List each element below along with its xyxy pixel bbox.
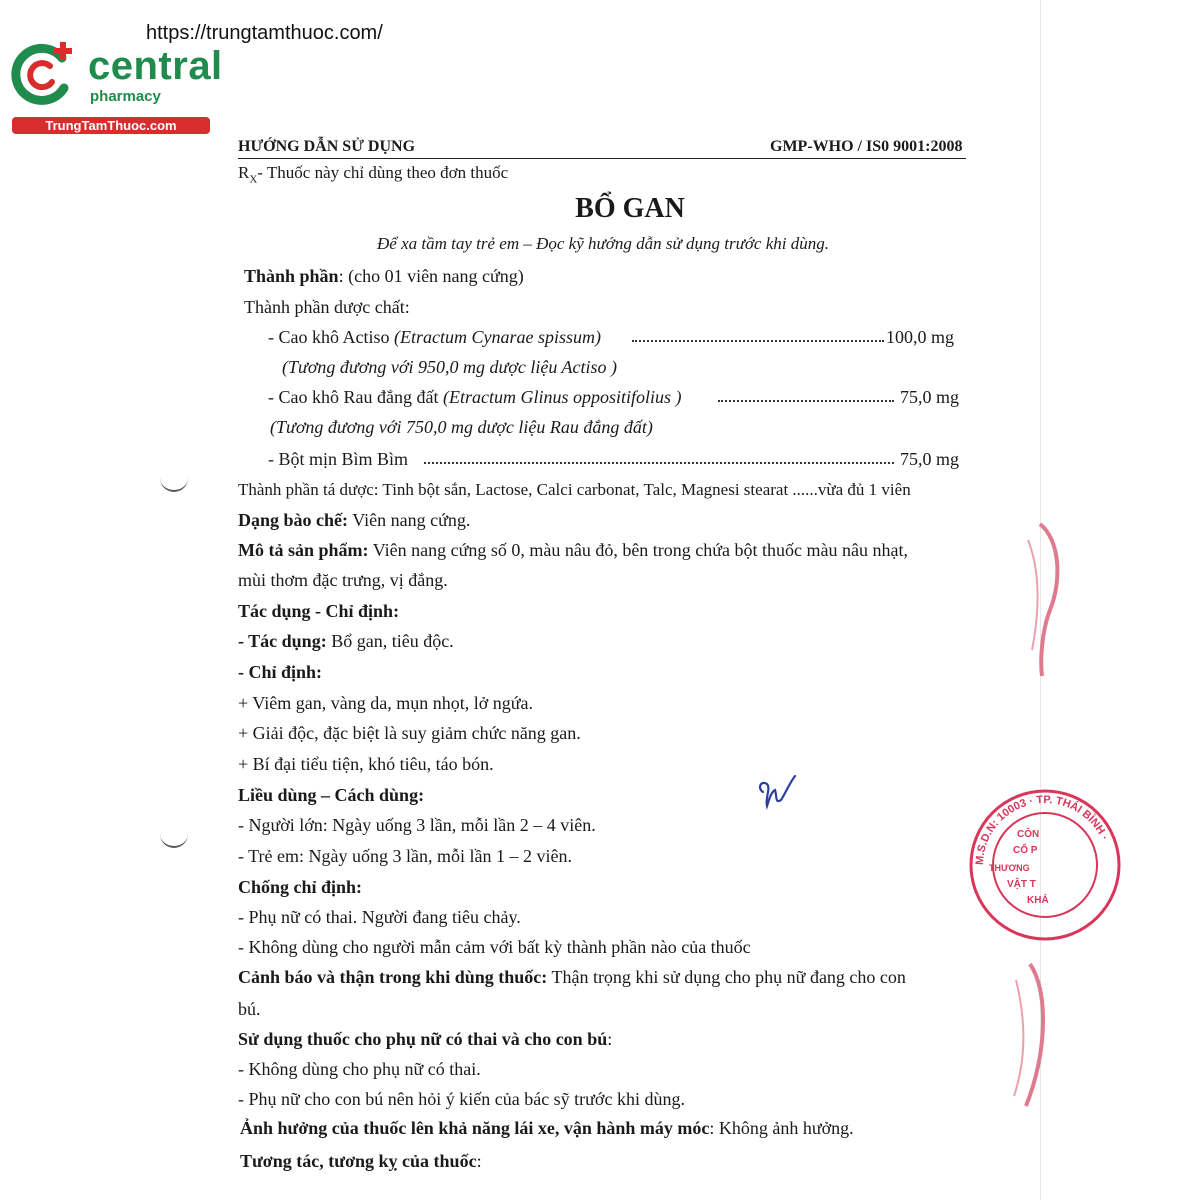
binder-hole-mark [160,832,188,848]
rx-symbol: R [238,163,250,182]
indication-item: + Viêm gan, vàng da, mụn nhọt, lở ngứa. [238,693,533,713]
warnings-line [238,966,906,988]
ingredient-name: - Bột mịn Bìm Bìm [268,449,409,469]
ingredient-amount: 100,0 mg [886,327,955,347]
ingredient-amount: 75,0 mg [900,449,960,469]
rx-subscript: X [249,173,258,186]
stamp-fragment-icon [1010,520,1070,680]
stamp-text: CỔ P [1013,845,1038,856]
driving-value: : Không ảnh hưởng. [709,1118,854,1138]
ingredient-equivalent: (Tương đương với 750,0 mg dược liệu Rau đắng đất) [270,417,653,437]
dosage-heading: Liều dùng – Cách dùng: [238,785,425,805]
company-stamp-icon [965,785,1125,945]
description-line-2: mùi thơm đặc trưng, vị đắng. [238,570,448,590]
handwritten-initials-icon [755,770,799,816]
pregnancy-line: - Phụ nữ cho con bú nên hỏi ý kiến của bác sỹ trước khi dùng. [238,1089,685,1109]
stamp-text: CÔN [1017,829,1040,840]
dosage-form-line [238,509,470,531]
pregnancy-line: - Không dùng cho phụ nữ có thai. [238,1059,481,1079]
dosage-form-label: Dạng bào chế: [238,510,349,530]
composition-label-rest: : (cho 01 viên nang cứng) [338,266,524,286]
driving-line [240,1117,854,1139]
active-ingredients-label: Thành phần dược chất: [244,297,410,317]
doc-header-right: GMP-WHO / IS0 9001:2008 [770,138,963,155]
dosage-line: - Trẻ em: Ngày uống 3 lần, mỗi lần 1 – 2 viên. [238,846,572,866]
description-line [238,539,908,561]
ingredient-line [268,386,681,408]
dot-leader [632,340,884,342]
interactions-label: Tương tác, tương kỵ của thuốc [240,1151,477,1171]
stamp-text: THƯƠNG [989,863,1030,873]
watermark-url: https://trungtamthuoc.com/ [146,22,383,44]
header-rule [238,158,966,159]
page-subtitle: Để xa tầm tay trẻ em – Đọc kỹ hướng dẫn sử dụng trước khi dùng. [377,234,829,253]
stamp-ring-text: M.S.D.N: 10003 · TP. THÁI BÌNH · [973,793,1111,866]
actions-heading: Tác dụng - Chỉ định: [238,601,400,621]
indication-item: + Bí đại tiểu tiện, khó tiêu, táo bón. [238,754,494,774]
contraindications-heading: Chống chỉ định: [238,877,363,897]
ingredient-line [268,448,408,470]
logo-brand-sub: pharmacy [90,88,161,105]
ingredient-equivalent: (Tương đương với 950,0 mg dược liệu Actiso ) [282,357,618,377]
driving-label: Ảnh hưởng của thuốc lên khả năng lái xe, vận hành máy móc [240,1118,710,1138]
stamp-text: KHẢ [1027,895,1049,906]
contraindication-line: - Không dùng cho người mẫn cảm với bất kỳ thành phần nào của thuốc [238,937,751,957]
warnings-line-2: bú. [238,999,261,1019]
description-label: Mô tả sản phẩm: [238,540,369,560]
effect-value: Bổ gan, tiêu độc. [326,631,454,651]
effect-line [238,630,454,652]
interactions-line [240,1150,482,1172]
warnings-value: Thận trọng khi sử dụng cho phụ nữ đang cho con [547,967,906,987]
dosage-form-value: Viên nang cứng. [348,510,471,530]
indication-label: - Chỉ định: [238,662,323,682]
logo-brand-word: central [88,44,223,88]
excipients-line: Thành phần tá dược: Tinh bột sắn, Lactose, Calci carbonat, Talc, Magnesi stearat ......vừa đủ 1 viên [238,480,911,499]
stamp-fragment-icon [996,960,1056,1110]
binder-hole-mark [160,476,188,492]
dot-leader [718,400,894,402]
rx-text: - Thuốc này chỉ dùng theo đơn thuốc [257,163,509,182]
logo-brand-bar: TrungTamThuoc.com [12,117,210,134]
ingredient-line [268,326,601,348]
ingredient-name: - Cao khô Actiso [268,327,394,347]
effect-label: - Tác dụng: [238,631,327,651]
ingredient-latin: (Etractum Cynarae spissum) [394,327,601,347]
page-title: BỔ GAN [575,193,685,224]
interactions-colon: : [476,1151,482,1171]
dosage-line: - Người lớn: Ngày uống 3 lần, mỗi lần 2 – 4 viên. [238,815,596,835]
stamp-text: VẬT T [1007,879,1036,890]
composition-heading [244,265,524,287]
central-pharmacy-logo-icon [10,40,80,106]
rx-notice [238,162,508,190]
warnings-label: Cảnh báo và thận trong khi dùng thuốc: [238,967,548,987]
pregnancy-heading-text: Sử dụng thuốc cho phụ nữ có thai và cho con bú [238,1029,608,1049]
ingredient-name: - Cao khô Rau đắng đất [268,387,443,407]
ingredient-latin: (Etractum Glinus oppositifolius ) [442,387,682,407]
composition-label: Thành phần [244,266,339,286]
ingredient-amount: 75,0 mg [900,387,960,407]
doc-header-left: HƯỚNG DẪN SỬ DỤNG [238,138,416,155]
contraindication-line: - Phụ nữ có thai. Người đang tiêu chảy. [238,907,521,927]
dot-leader [424,462,894,464]
indication-item: + Giải độc, đặc biệt là suy giảm chức năng gan. [238,723,581,743]
description-value: Viên nang cứng số 0, màu nâu đỏ, bên trong chứa bột thuốc màu nâu nhạt, [368,540,908,560]
pregnancy-heading-colon: : [607,1029,613,1049]
pregnancy-heading [238,1028,612,1050]
